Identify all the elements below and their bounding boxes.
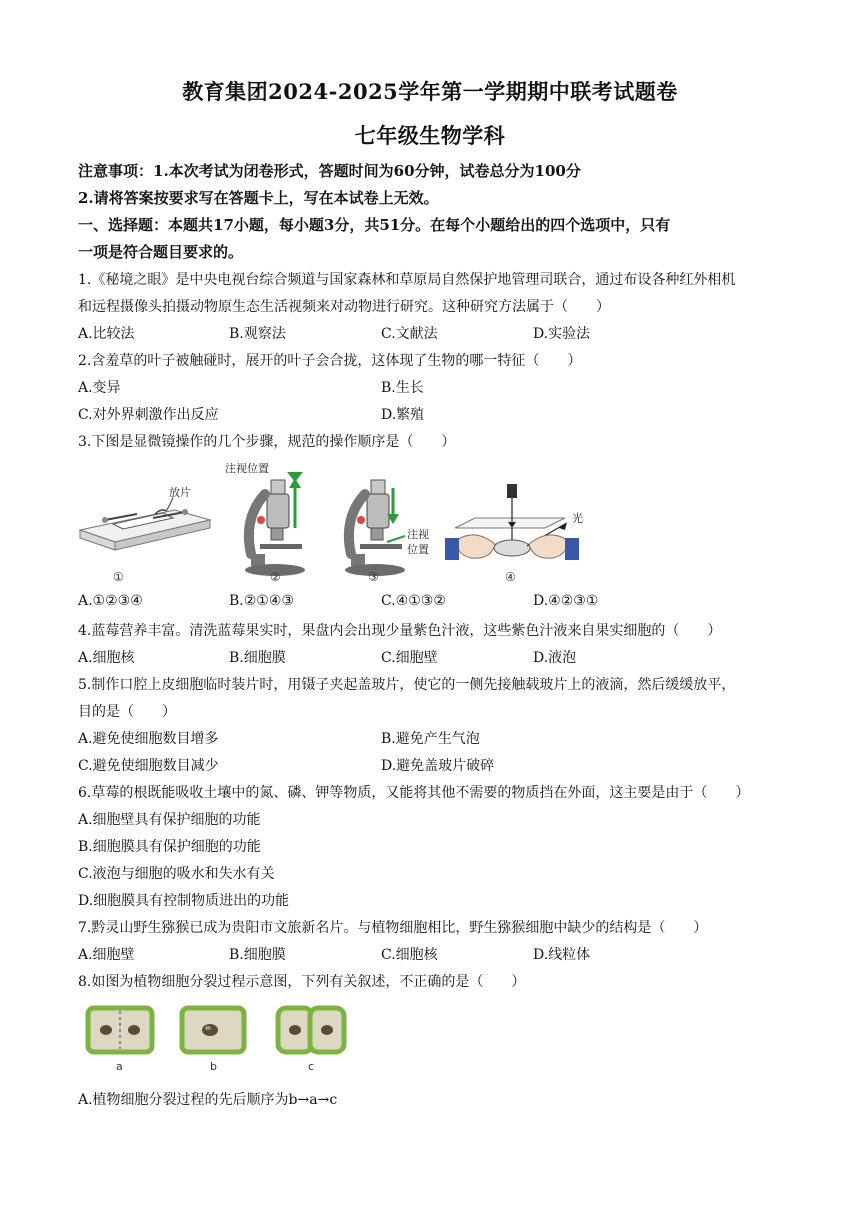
section-heading-line-1: 一、选择题：本题共17小题，每小题3分，共51分。在每个小题给出的四个选项中，只有 xyxy=(78,216,671,234)
section-heading-line-2: 一项是符合题目要求的。 xyxy=(78,243,244,261)
cell-label-b: b xyxy=(210,1060,217,1073)
q4-option-c: C.细胞壁 xyxy=(381,650,438,666)
notes-line-1: 注意事项：1.本次考试为闭卷形式，答题时间为60分钟，试卷总分为100分 xyxy=(78,162,581,180)
question-1-line-1: 1.《秘境之眼》是中央电视台综合频道与国家森林和草原局自然保护地管理司联合，通过布设各种红外相机 xyxy=(78,272,736,288)
question-8-line-1: 8.如图为植物细胞分裂过程示意图，下列有关叙述，不正确的是（ ） xyxy=(78,974,526,990)
question-5-line-1: 5.制作口腔上皮细胞临时装片时，用镊子夹起盖玻片，使它的一侧先接触载玻片上的液滴，然后缓缓放平， xyxy=(78,677,736,693)
q6-option-d: D.细胞膜具有控制物质进出的功能 xyxy=(78,893,290,909)
q5-option-d: D.避免盖玻片破碎 xyxy=(381,758,495,774)
cell-label-a: a xyxy=(116,1060,123,1073)
question-4-line-1: 4.蓝莓营养丰富。清洗蓝莓果实时，果盘内会出现少量紫色汁液，这些紫色汁液来自果实细胞的（ ） xyxy=(78,623,722,639)
step-number-1: ① xyxy=(113,570,124,584)
step-4-adjusting-mirror xyxy=(445,484,583,584)
label-light: 光 xyxy=(572,512,583,525)
q2-option-a: A.变异 xyxy=(78,380,121,396)
q5-option-a: A.避免使细胞数目增多 xyxy=(78,731,219,747)
question-6-line-1: 6.草莓的根既能吸收土壤中的氮、磷、钾等物质，又能将其他不需要的物质挡在外面，这主要是由于（ ） xyxy=(78,785,750,801)
step-1-placing-slide xyxy=(80,485,210,584)
question-2-line-1: 2.含羞草的叶子被触碰时，展开的叶子会合拢，这体现了生物的哪一特征（ ） xyxy=(78,353,582,369)
q1-option-d: D.实验法 xyxy=(533,326,591,342)
step-3-raising-tube xyxy=(345,480,429,584)
question-7-line-1: 7.黔灵山野生猕猴已成为贵阳市文旅新名片。与植物细胞相比，野生猕猴细胞中缺少的结构是（ ） xyxy=(78,920,708,936)
q8-option-a: A.植物细胞分裂过程的先后顺序为b→a→c xyxy=(78,1092,338,1108)
exam-title: 教育集团2024-2025学年第一学期期中联考试题卷 xyxy=(182,79,678,104)
q7-option-d: D.线粒体 xyxy=(533,947,591,963)
cell-division-figure xyxy=(80,1002,360,1078)
q5-option-c: C.避免使细胞数目减少 xyxy=(78,758,219,774)
label-watch-position-1: 注视位置 xyxy=(225,462,269,475)
question-3-line-1: 3.下图是显微镜操作的几个步骤，规范的操作顺序是（ ） xyxy=(78,434,456,450)
q6-option-b: B.细胞膜具有保护细胞的功能 xyxy=(78,839,261,855)
step-2-lowering-tube xyxy=(225,462,305,584)
question-5-line-2: 目的是（ ） xyxy=(78,704,176,720)
step-number-4: ④ xyxy=(505,570,516,584)
cell-b xyxy=(182,1008,244,1073)
q7-option-a: A.细胞壁 xyxy=(78,947,135,963)
label-watch-position-2: 注视 xyxy=(407,528,429,541)
label-place-slide: 放片 xyxy=(169,486,191,499)
step-number-2: ② xyxy=(270,570,281,584)
exam-subtitle: 七年级生物学科 xyxy=(354,123,506,148)
q3-option-d: D.④②③① xyxy=(533,593,599,609)
q6-option-a: A.细胞壁具有保护细胞的功能 xyxy=(78,812,261,828)
q6-option-c: C.液泡与细胞的吸水和失水有关 xyxy=(78,866,275,882)
q4-option-a: A.细胞核 xyxy=(78,650,135,666)
q1-option-b: B.观察法 xyxy=(229,326,286,342)
question-1-line-2: 和远程摄像头拍摄动物原生态生活视频来对动物进行研究。这种研究方法属于（ ） xyxy=(78,299,610,315)
q1-option-c: C.文献法 xyxy=(381,326,438,342)
q2-option-d: D.繁殖 xyxy=(381,407,425,423)
cell-c xyxy=(278,1008,344,1073)
q4-option-d: D.液泡 xyxy=(533,650,577,666)
q3-option-c: C.④①③② xyxy=(381,593,446,609)
q4-option-b: B.细胞膜 xyxy=(229,650,286,666)
q3-option-b: B.②①④③ xyxy=(229,593,294,609)
label-watch-position-2b: 位置 xyxy=(407,543,429,556)
cell-label-c: c xyxy=(308,1060,315,1073)
q2-option-b: B.生长 xyxy=(381,380,424,396)
step-number-3: ③ xyxy=(368,570,379,584)
q5-option-b: B.避免产生气泡 xyxy=(381,731,480,747)
q2-option-c: C.对外界刺激作出反应 xyxy=(78,407,219,423)
q3-option-a: A.①②③④ xyxy=(78,593,143,609)
q7-option-c: C.细胞核 xyxy=(381,947,438,963)
cell-a xyxy=(88,1008,152,1073)
microscope-steps-figure xyxy=(75,458,595,586)
notes-line-2: 2.请将答案按要求写在答题卡上，写在本试卷上无效。 xyxy=(78,189,439,207)
q1-option-a: A.比较法 xyxy=(78,326,135,342)
q7-option-b: B.细胞膜 xyxy=(229,947,286,963)
